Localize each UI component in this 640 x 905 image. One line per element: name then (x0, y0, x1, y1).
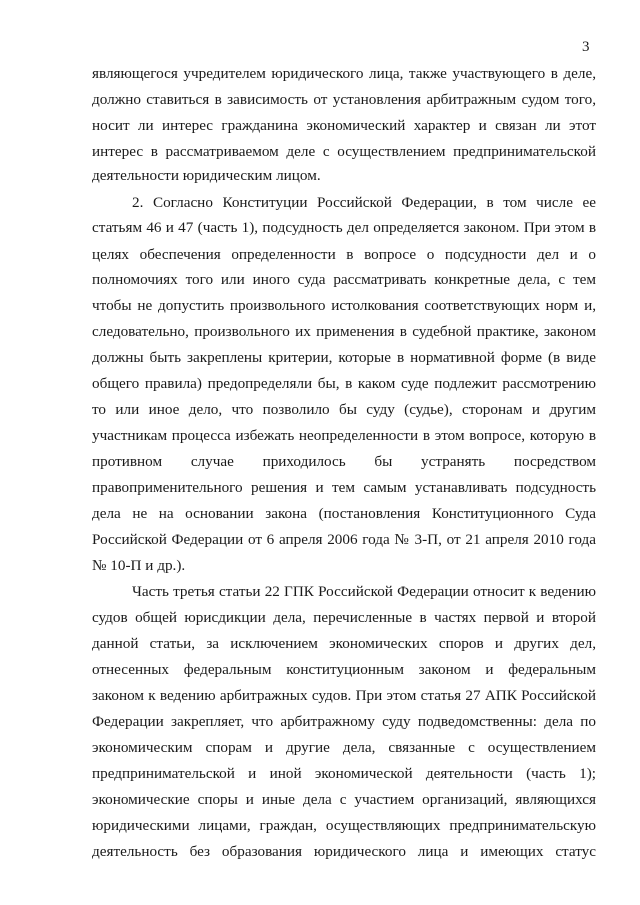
text-line: должны быть закреплены критерии, которые в нормативной форме (в виде (92, 349, 596, 366)
text-line: Российской Федерации от 6 апреля 2006 года № 3-П, от 21 апреля 2010 года (92, 531, 596, 548)
text-line: чтобы не допустить произвольного истолкования соответствующих норм и, (92, 297, 596, 314)
text-line: законом к ведению арбитражных судов. При этом статья 27 АПК Российской (92, 687, 596, 704)
text-line: противном случае приходилось бы устранять посредством (92, 453, 596, 470)
text-line: предпринимательской и иной экономической деятельности (часть 1); (92, 765, 596, 782)
text-line: 2. Согласно Конституции Российской Федерации, в том числе ее (132, 194, 596, 211)
text-line: юридическими лицами, граждан, осуществляющих предпринимательскую (92, 817, 596, 834)
page-number: 3 (582, 39, 590, 55)
text-line: должно ставиться в зависимость от установления арбитражным судом того, (92, 91, 596, 108)
text-line: являющегося учредителем юридического лица, также участвующего в деле, (92, 65, 596, 82)
text-line: целях обеспечения определенности в вопросе о подсудности дел и о (92, 246, 596, 263)
text-line: судов общей юрисдикции дела, перечисленные в частях первой и второй (92, 609, 596, 626)
text-line: № 10-П и др.). (92, 557, 186, 574)
text-line: полномочиях того или иного суда рассматривать конкретные дела, с тем (92, 271, 596, 288)
text-line: следовательно, произвольного их применения в судебной практике, законом (92, 323, 596, 340)
text-line: экономические споры и иные дела с участием организаций, являющихся (92, 791, 596, 808)
text-line: то или иное дело, что позволило бы суду (судье), сторонам и другим (92, 401, 596, 418)
text-line: данной статьи, за исключением экономических споров и других дел, (92, 635, 596, 652)
text-line: деятельности юридическим лицом. (92, 167, 321, 184)
text-line: отнесенных федеральным конституционным законом и федеральным (92, 661, 596, 678)
text-line: участникам процесса избежать неопределенности в этом вопросе, которую в (92, 427, 596, 444)
text-line: интерес в рассматриваемом деле с осуществлением предпринимательской (92, 143, 596, 160)
text-line: экономическим спорам и другие дела, связанные с осуществлением (92, 739, 596, 756)
text-line: носит ли интерес гражданина экономический характер и связан ли этот (92, 117, 596, 134)
text-line: Федерации закрепляет, что арбитражному суду подведомственны: дела по (92, 713, 596, 730)
text-line: дела не на основании закона (постановления Конституционного Суда (92, 505, 596, 522)
text-line: правоприменительного решения и тем самым устанавливать подсудность (92, 479, 596, 496)
text-line: Часть третья статьи 22 ГПК Российской Федерации относит к ведению (132, 583, 596, 600)
text-line: общего правила) предопределяли бы, в каком суде подлежит рассмотрению (92, 375, 596, 392)
text-line: деятельность без образования юридического лица и имеющих статус (92, 843, 596, 860)
text-line: статьям 46 и 47 (часть 1), подсудность дел определяется законом. При этом в (92, 219, 596, 236)
